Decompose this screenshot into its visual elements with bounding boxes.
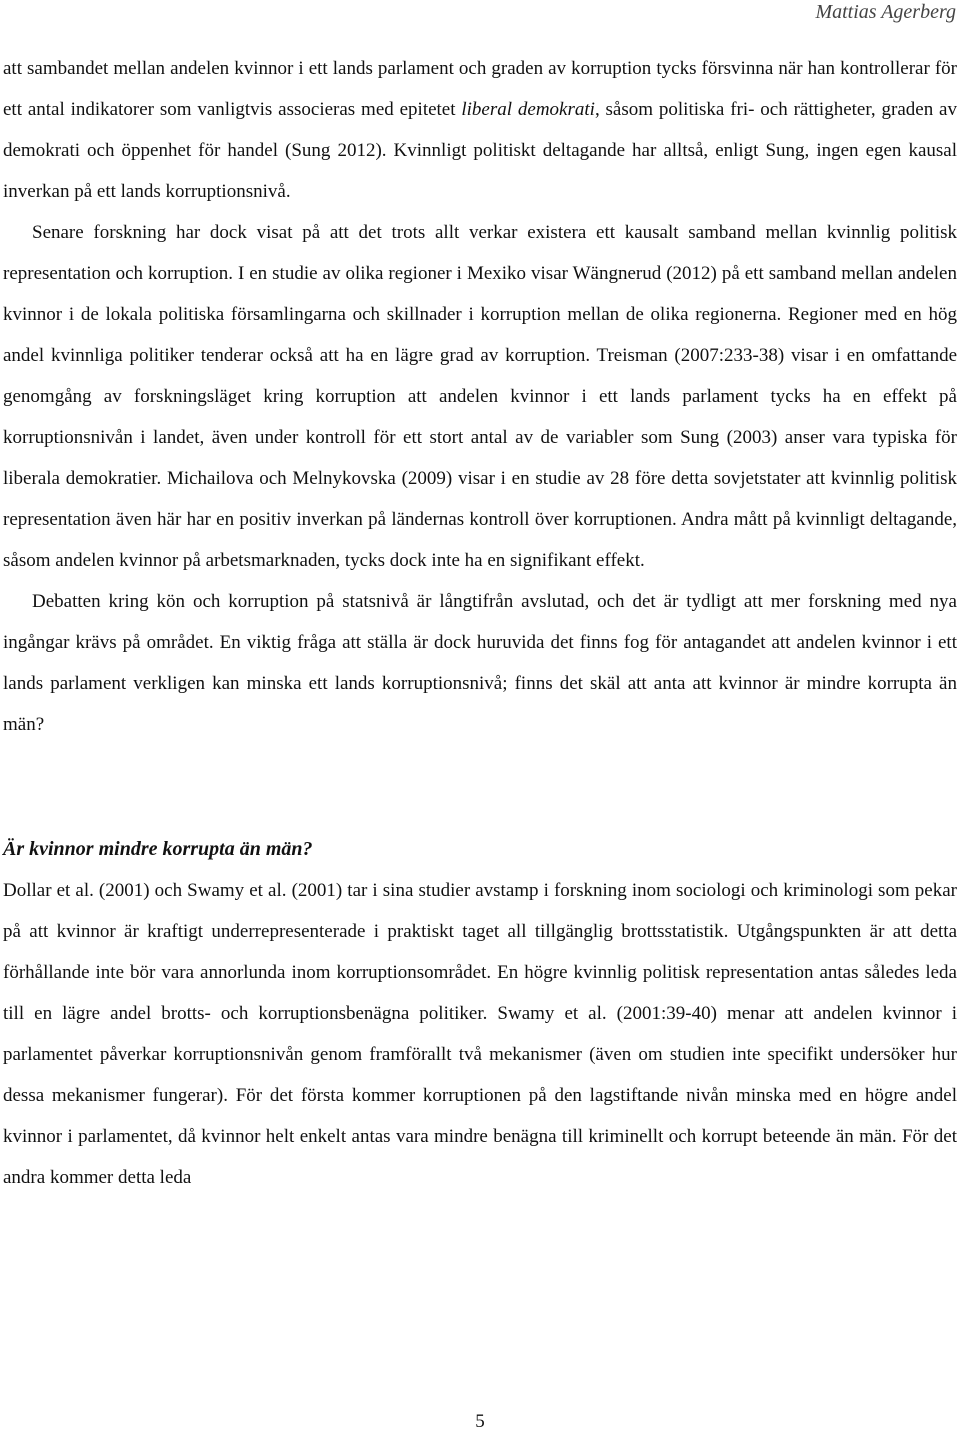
paragraph-1-part-b: , såsom politiska fri- och rättigheter, graden av demokrati och öppenhet för handel (Sung 2012). Kvinnligt politiskt deltagande har alltså, enligt Sung, ingen egen kausal inverkan på ett lands korruptionsnivå. [3,99,957,202]
body-text [3,48,957,1198]
page-number: 5 [475,1411,485,1432]
paragraph-1-part-a: att sambandet mellan andelen kvinnor i ett lands parlament och graden av korruption tycks försvinna när han kontrollerar för ett antal indikatorer som vanligtvis associeras med epitetet [3,58,957,120]
paragraph-1 [3,48,957,212]
paragraph-3: Debatten kring kön och korruption på statsnivå är långtifrån avslutad, och det är tydligt att mer forskning med nya ingångar krävs på området. En viktig fråga att ställa är dock huruvida det finns fog för antagandet att andelen kvinnor i ett lands parlament verkligen kan minska ett lands korruptionsnivå; finns det skäl att anta att kvinnor är mindre korrupta än män? [3,591,957,735]
paragraph-1-emphasis: liberal demokrati [461,99,595,120]
paragraph-4: Dollar et al. (2001) och Swamy et al. (2001) tar i sina studier avstamp i forskning inom sociologi och kriminologi som pekar på att kvinnor är kraftigt underrepresenterade i praktiskt taget all tillgänglig brottsstatistik. Utgångspunkten är att detta förhållande inte bör vara annorlunda inom korruptionsområdet. En högre kvinnlig politisk representation antas således leda till en lägre andel brotts- och korruptionsbenägna politiker. Swamy et al. (2001:39-40) menar att andelen kvinnor i parlamentet påverkar korruptionsnivån genom framförallt två mekanismer (även om studien inte specifikt undersöker hur dessa mekanismer fungerar). För det första kommer korruptionen på den lagstiftande nivån minska med en högre andel kvinnor i parlamentet, då kvinnor helt enkelt antas vara mindre benägna till kriminellt och korrupt beteende än män. För det andra kommer detta leda [3,880,957,1188]
running-header-author: Mattias Agerberg [815,1,956,23]
paragraph-2: Senare forskning har dock visat på att det trots allt verkar existera ett kausalt samband mellan kvinnlig politisk representation och korruption. I en studie av olika regioner i Mexiko visar Wängnerud (2012) på ett samband mellan andelen kvinnor i de lokala politiska församlingarna och skillnader i korruption mellan de olika regionerna. Regioner med en hög andel kvinnliga politiker tenderar också att ha en lägre grad av korruption. Treisman (2007:233-38) visar i en omfattande genomgång av forskningsläget kring korruption att andelen kvinnor i ett lands parlament tycks ha en effekt på korruptionsnivån i landet, även under kontroll för ett stort antal av de variabler som Sung (2003) anser vara typiska för liberala demokratier. Michailova och Melnykovska (2009) visar i en studie av 28 före detta sovjetstater att kvinnlig politisk representation även här har en positiv inverkan på ländernas kontroll över korruptionen. Andra mått på kvinnligt deltagande, såsom andelen kvinnor på arbetsmarknaden, tycks dock inte ha en signifikant effekt. [3,222,957,571]
section-heading: Är kvinnor mindre korrupta än män? [3,838,313,860]
